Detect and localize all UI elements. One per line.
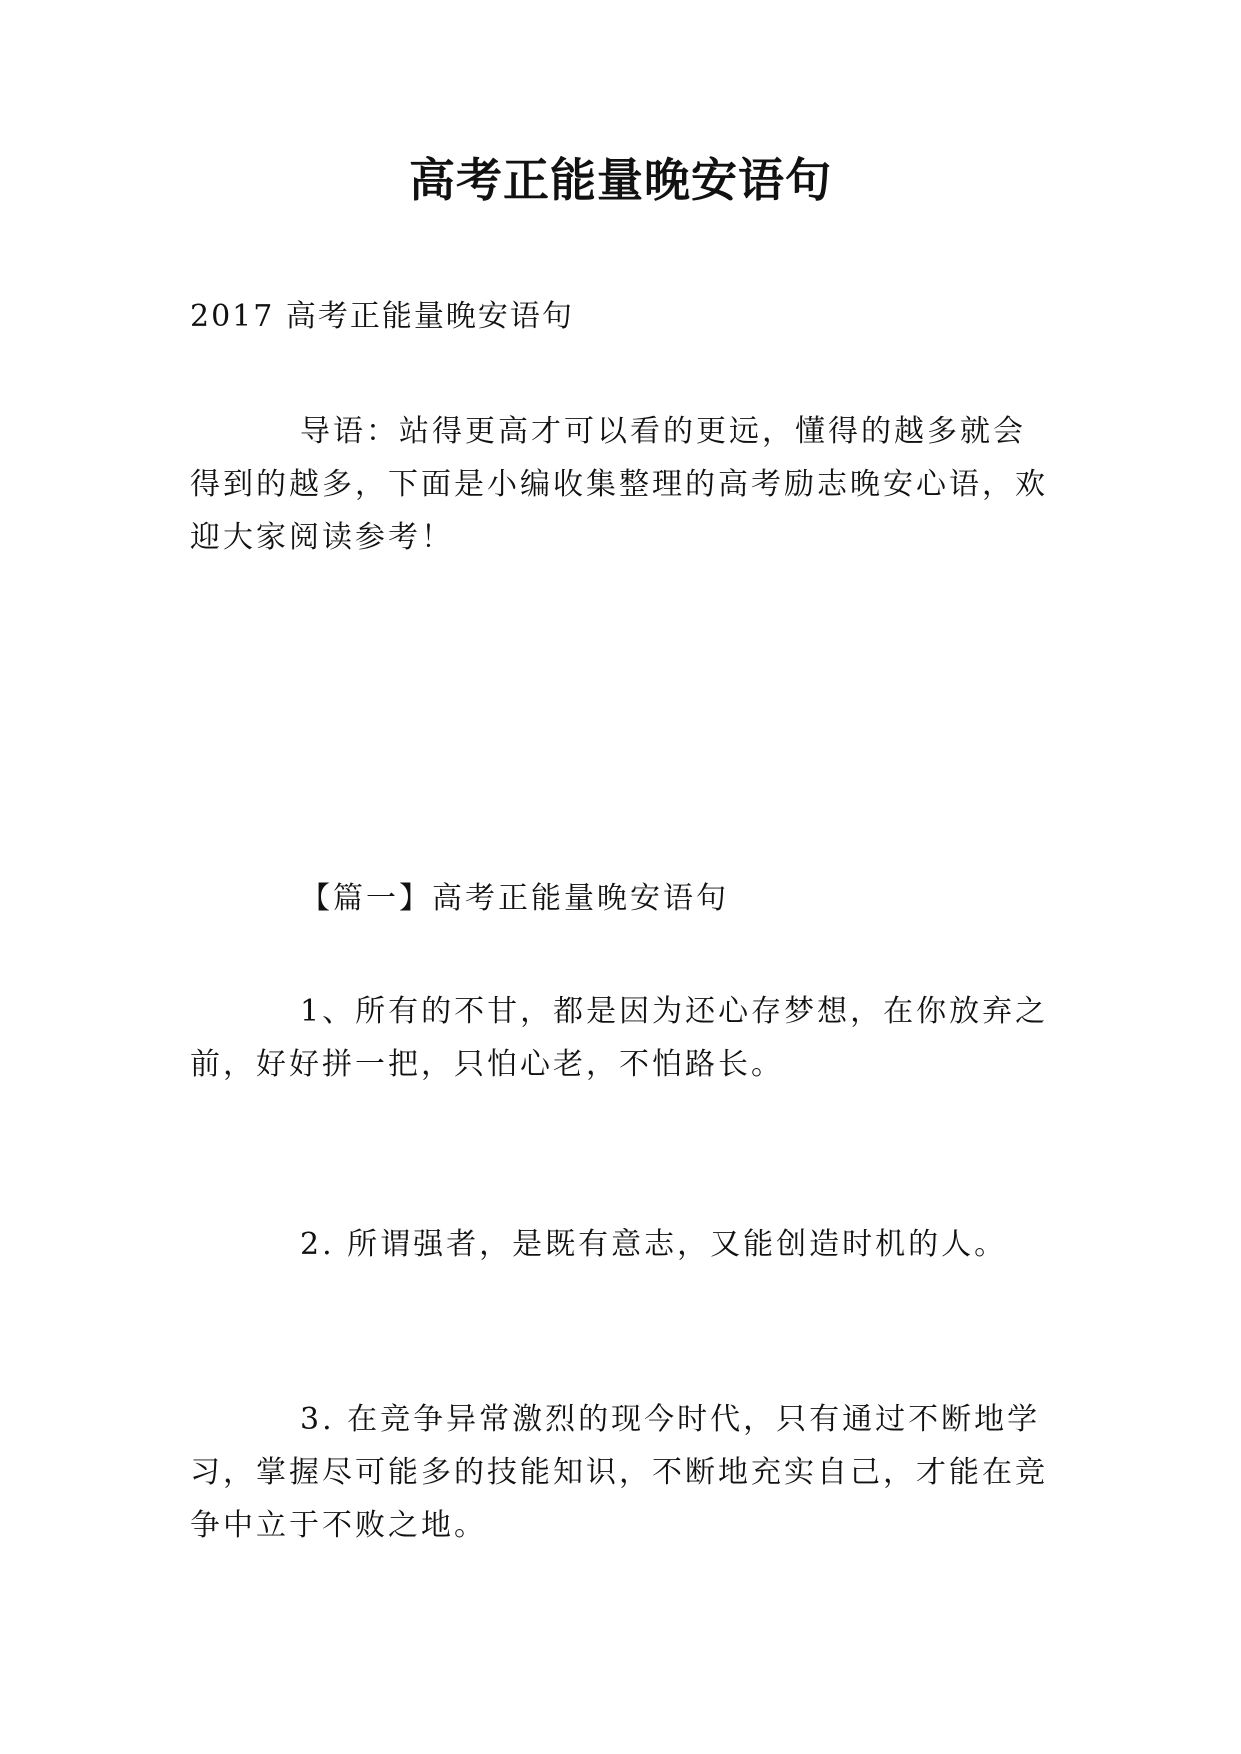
list-item: 2. 所谓强者，是既有意志，又能创造时机的人。 xyxy=(300,1227,1008,1262)
document-title: 高考正能量晚安语句 xyxy=(409,153,832,207)
list-item: 1、所有的不甘，都是因为还心存梦想，在你放弃之前，好好拼一把，只怕心老，不怕路长。 xyxy=(190,994,1049,1082)
intro-paragraph: 导语：站得更高才可以看的更远，懂得的越多就会得到的越多，下面是小编收集整理的高考励志晚安心语，欢迎大家阅读参考！ xyxy=(190,414,1048,555)
list-item: 3. 在竞争异常激烈的现今时代，只有通过不断地学习，掌握尽可能多的技能知识，不断地充实自己，才能在竞争中立于不败之地。 xyxy=(190,1402,1048,1543)
section-heading: 【篇一】高考正能量晚安语句 xyxy=(300,881,729,916)
document-subtitle: 2017 高考正能量晚安语句 xyxy=(190,299,574,334)
